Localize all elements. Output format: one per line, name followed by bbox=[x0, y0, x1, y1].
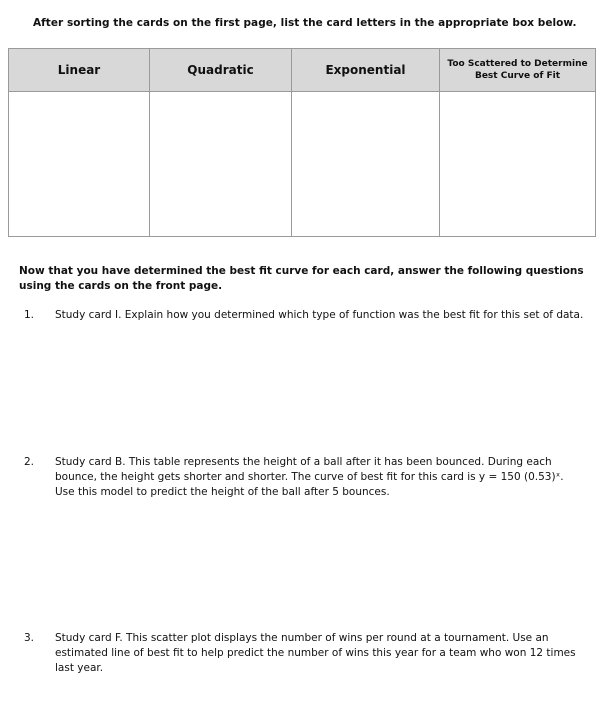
header-linear: Linear bbox=[9, 49, 150, 92]
question-1 bbox=[24, 308, 584, 323]
header-exponential: Exponential bbox=[292, 49, 440, 92]
question-number: 1. bbox=[24, 309, 35, 321]
question-3 bbox=[24, 631, 584, 676]
header-too-scattered: Too Scattered to Determine Best Curve of Fit bbox=[440, 49, 596, 92]
answer-box-linear[interactable] bbox=[9, 92, 150, 237]
table-answer-row bbox=[9, 92, 596, 237]
questions-lead-text: Now that you have determined the best fit curve for each card, answer the following questions using the cards on the front page. bbox=[19, 265, 584, 292]
question-2 bbox=[24, 455, 584, 500]
question-number: 3. bbox=[24, 632, 35, 644]
instructions-text: After sorting the cards on the first page, list the card letters in the appropriate box below. bbox=[33, 17, 577, 29]
question-text: Study card B. This table represents the height of a ball after it has been bounced. During each bounce, the height gets shorter and shorter. The curve of best fit for this card is y = 150 (0.53)ˣ. Use this model to predict the height of the ball after 5 bounces. bbox=[55, 456, 564, 498]
question-number: 2. bbox=[24, 456, 35, 468]
question-text: Study card F. This scatter plot displays the number of wins per round at a tournament. Use an estimated line of best fit to help predict the number of wins this year for a team who won 12 times last year. bbox=[55, 632, 576, 674]
answer-box-too-scattered[interactable] bbox=[440, 92, 596, 237]
table-header-row bbox=[9, 49, 596, 92]
answer-box-exponential[interactable] bbox=[292, 92, 440, 237]
header-quadratic: Quadratic bbox=[150, 49, 292, 92]
sorting-table bbox=[8, 48, 596, 237]
question-text: Study card I. Explain how you determined which type of function was the best fit for this set of data. bbox=[55, 309, 584, 321]
answer-box-quadratic[interactable] bbox=[150, 92, 292, 237]
